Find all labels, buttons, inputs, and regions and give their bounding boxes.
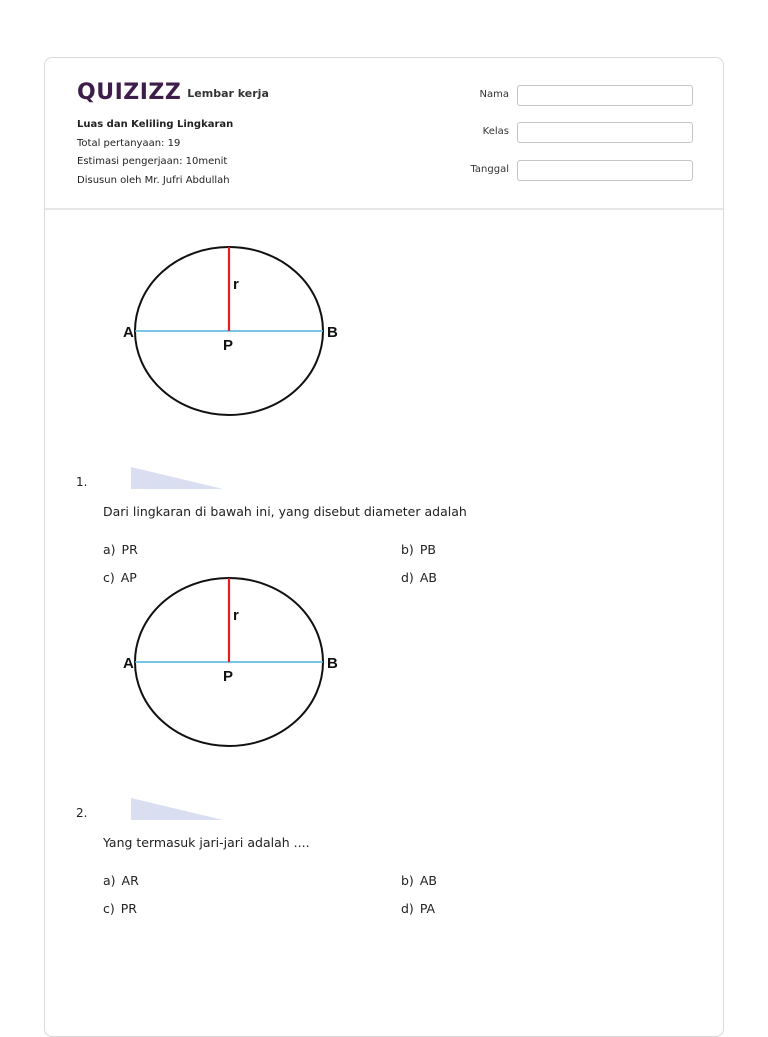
date-label: Tanggal	[470, 164, 509, 175]
worksheet-header	[45, 58, 723, 210]
option-a[interactable]	[103, 542, 138, 557]
option-text: PA	[419, 901, 436, 916]
question-tab-decoration	[131, 467, 223, 489]
option-text: PB	[419, 542, 436, 557]
option-letter: a)	[103, 873, 116, 888]
point-p-label: P	[223, 337, 234, 354]
point-p-label: P	[223, 668, 234, 685]
worksheet-page	[44, 57, 724, 1037]
option-letter: d)	[401, 570, 414, 585]
option-text: PR	[121, 542, 138, 557]
option-b[interactable]	[401, 542, 436, 557]
option-text: AB	[419, 873, 437, 888]
class-label: Kelas	[482, 126, 509, 137]
question-number: 2.	[76, 806, 88, 820]
option-letter: a)	[103, 542, 116, 557]
worksheet-label: Lembar kerja	[187, 87, 269, 100]
option-letter: c)	[103, 901, 115, 916]
radius-r-label: r	[233, 276, 239, 293]
option-c[interactable]	[103, 901, 137, 916]
author: Disusun oleh Mr. Jufri Abdullah	[77, 174, 230, 186]
total-questions: Total pertanyaan: 19	[77, 137, 181, 149]
point-b-label: B	[327, 324, 338, 341]
option-letter: b)	[401, 542, 414, 557]
option-b[interactable]	[401, 873, 437, 888]
option-text: AP	[120, 570, 137, 585]
point-a-label: A	[123, 655, 134, 672]
question-text: Yang termasuk jari-jari adalah ....	[103, 835, 310, 850]
name-field[interactable]	[517, 85, 693, 106]
estimated-time: Estimasi pengerjaan: 10menit	[77, 156, 228, 167]
option-d[interactable]	[401, 570, 437, 585]
question-number: 1.	[76, 475, 88, 489]
option-text: AR	[121, 873, 139, 888]
worksheet-title: Luas dan Keliling Lingkaran	[77, 119, 234, 130]
circle-diagram	[119, 574, 349, 749]
option-a[interactable]	[103, 873, 139, 888]
circle-diagram	[119, 243, 349, 418]
brand	[77, 80, 269, 105]
question-text: Dari lingkaran di bawah ini, yang disebut diameter adalah	[103, 504, 467, 519]
option-d[interactable]	[401, 901, 435, 916]
question-tab-decoration	[131, 798, 223, 820]
point-a-label: A	[123, 324, 134, 341]
option-letter: c)	[103, 570, 115, 585]
option-letter: d)	[401, 901, 414, 916]
point-b-label: B	[327, 655, 338, 672]
class-field[interactable]	[517, 122, 693, 143]
quizizz-logo: QUIZIZZ	[77, 80, 182, 105]
option-text: PR	[120, 901, 137, 916]
name-label: Nama	[479, 89, 509, 100]
worksheet-meta	[77, 116, 233, 190]
radius-r-label: r	[233, 607, 239, 624]
option-letter: b)	[401, 873, 414, 888]
option-text: AB	[419, 570, 437, 585]
date-field[interactable]	[517, 160, 693, 181]
